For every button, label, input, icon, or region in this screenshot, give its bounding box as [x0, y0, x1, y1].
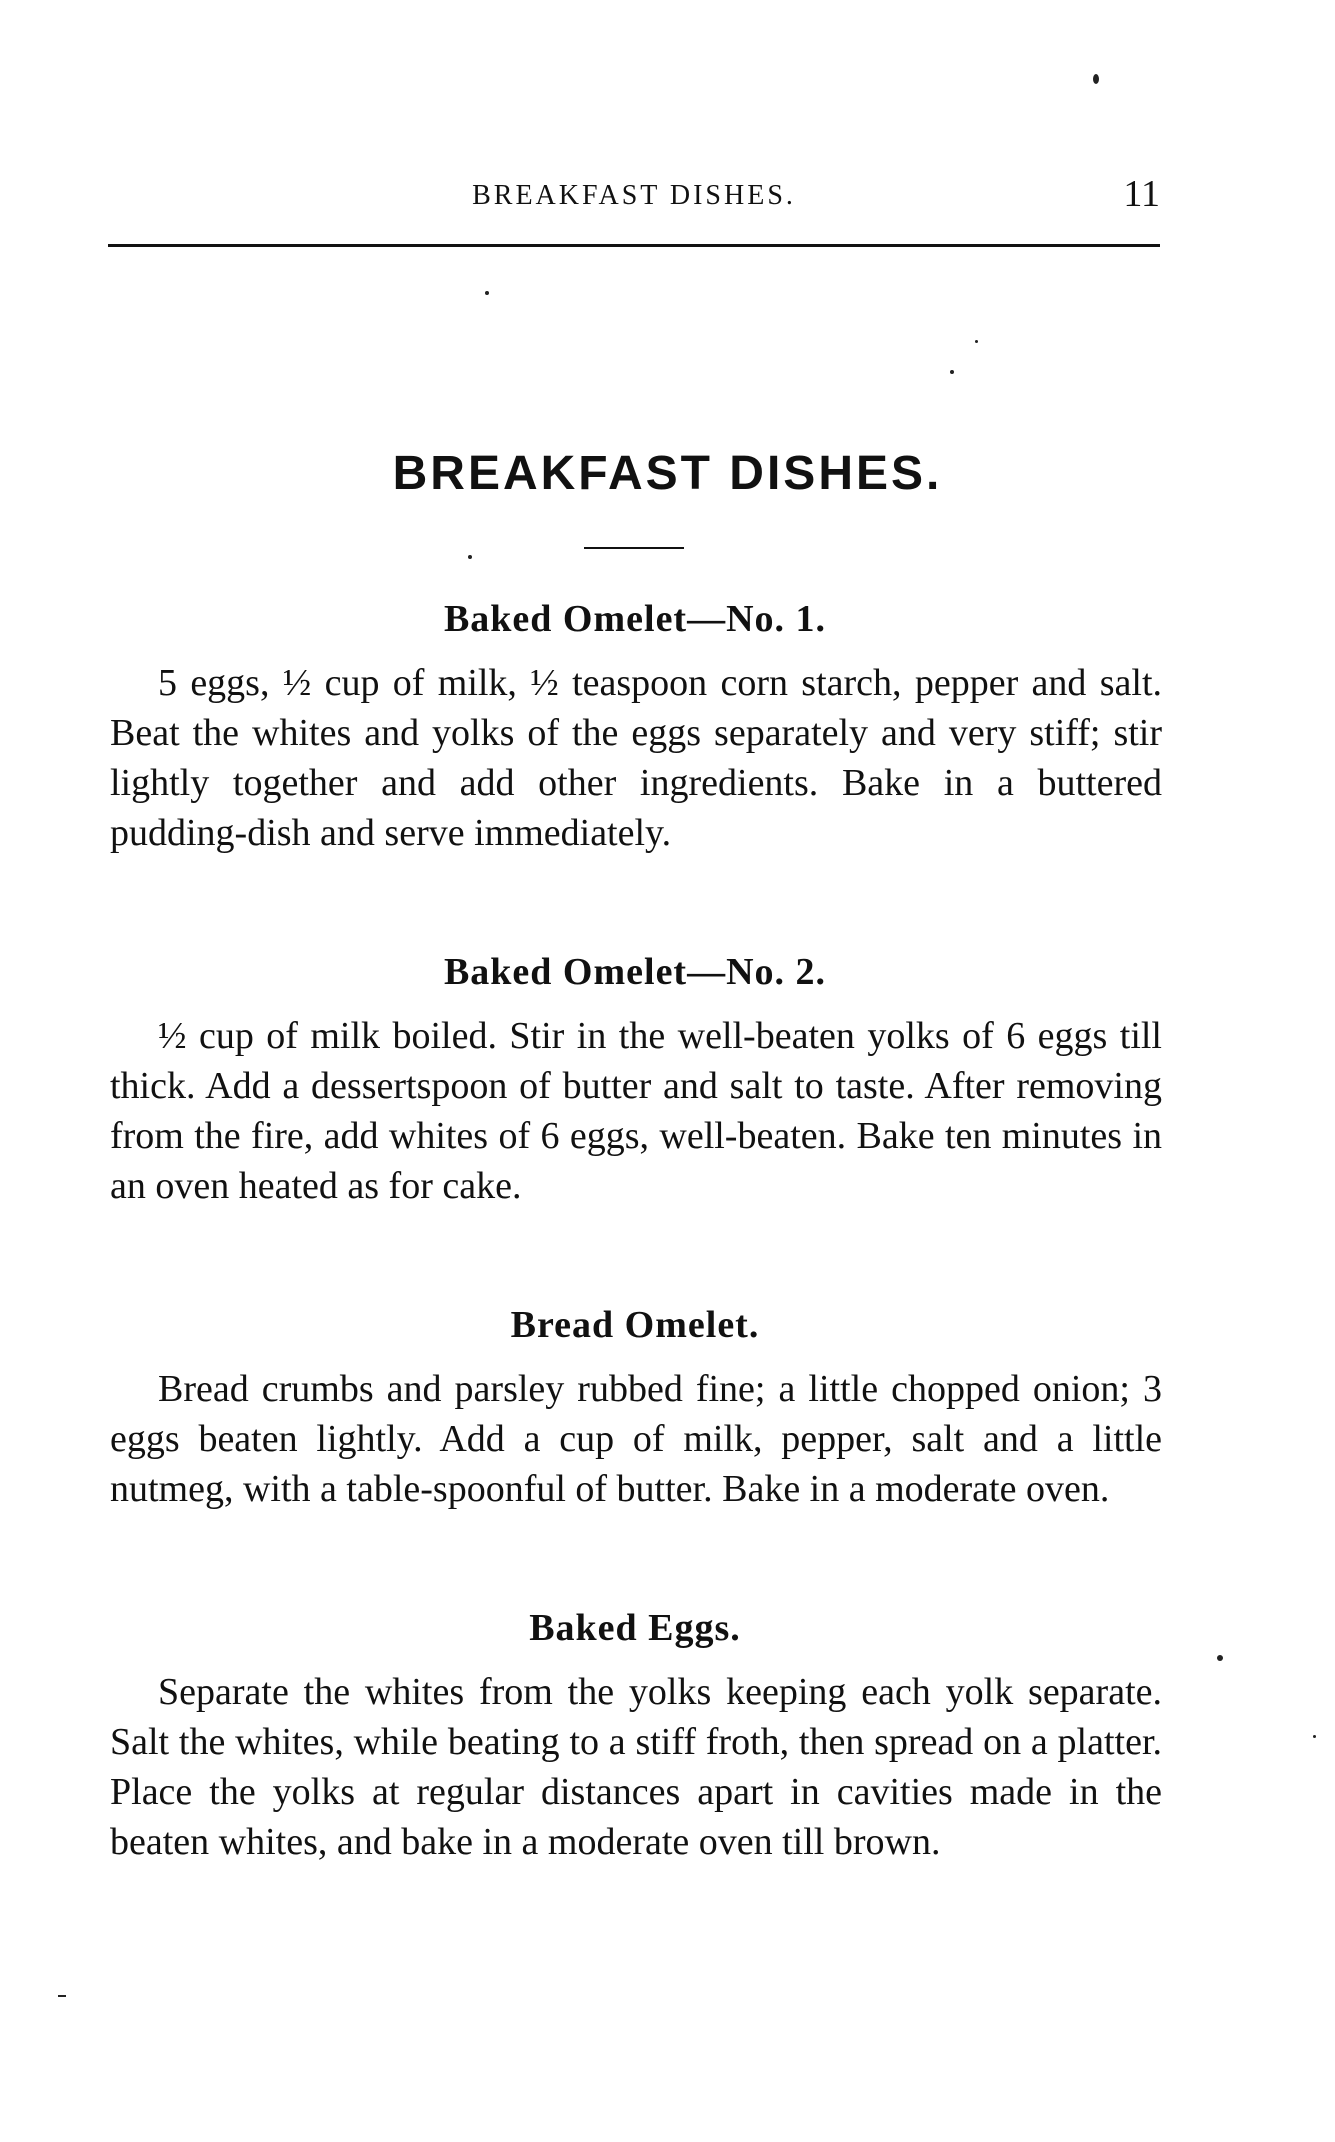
header-rule: [108, 244, 1160, 247]
recipe-body: 5 eggs, ½ cup of milk, ½ teaspoon corn starch, pepper and salt. Beat the whites and yolks of the eggs separately and very stiff; stir lightly together and add other ingredients. Bake in a buttered pudding-dish and serve immediately.: [110, 662, 1162, 854]
recipe-title: Baked Omelet—No. 2.: [443, 951, 827, 993]
page-number: 11: [1123, 173, 1160, 215]
recipe-body: Bread crumbs and parsley rubbed fine; a little chopped onion; 3 eggs beaten lightly. Add a cup of milk, pepper, salt and a little nutmeg, with a table-spoonful of butter. Bake in a moderate oven.: [110, 1368, 1162, 1510]
print-speck: [1093, 74, 1099, 84]
print-speck: [58, 1995, 66, 1997]
recipe-body: ½ cup of milk boiled. Stir in the well-beaten yolks of 6 eggs till thick. Add a dessertspoon of butter and salt to taste. After removing from the fire, add whites of 6 eggs, well-beaten. Bake ten minutes in an oven heated as for cake.: [110, 1015, 1162, 1207]
print-speck: [950, 370, 954, 374]
section-divider: [584, 547, 684, 549]
section-title: BREAKFAST DISHES.: [392, 447, 943, 500]
print-speck: [1313, 1735, 1316, 1738]
print-speck: [485, 291, 489, 295]
running-head: [108, 172, 1160, 222]
print-speck: [1217, 1655, 1223, 1661]
running-title: BREAKFAST DISHES.: [472, 180, 796, 211]
recipe-body: Separate the whites from the yolks keeping each yolk separate. Salt the whites, while beating to a stiff froth, then spread on a platter. Place the yolks at regular distances apart in cavities made in the beaten whites, and bake in a moderate oven till brown.: [110, 1671, 1162, 1863]
print-speck: [975, 340, 978, 343]
recipe-title: Baked Omelet—No. 1.: [443, 598, 827, 640]
recipe-title: Baked Eggs.: [529, 1607, 741, 1649]
print-speck: [468, 555, 472, 559]
recipe-title: Bread Omelet.: [510, 1304, 760, 1346]
